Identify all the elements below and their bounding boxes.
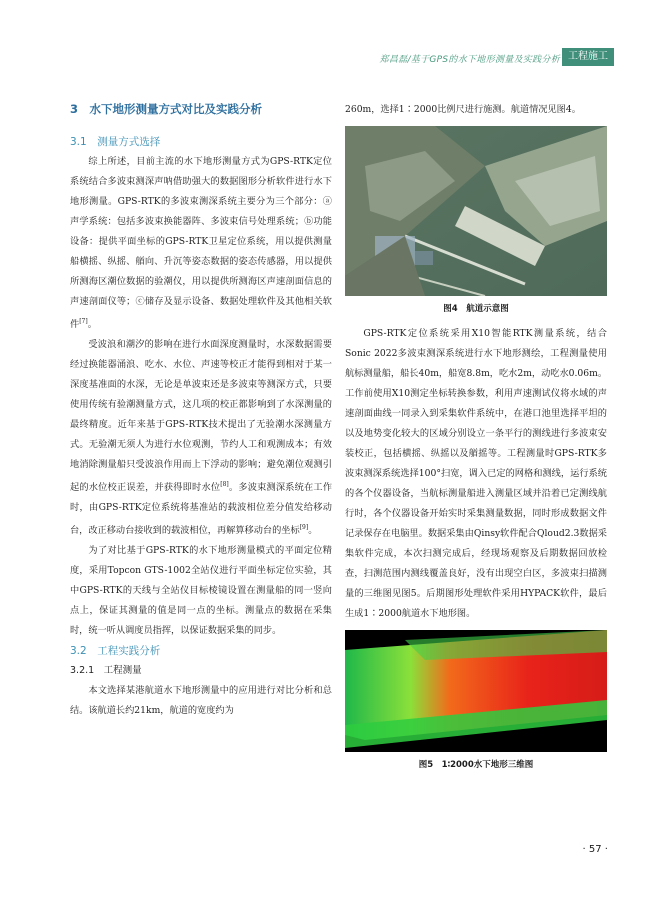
subsection-title-3-2-1: 3.2.1 工程测量 xyxy=(70,665,142,677)
paragraph: 受波浪和潮汐的影响在进行水面深度测量时，水深数据需要经过换能器涌浪、吃水、水位、声速等校正才能得到相对于某一深度基准面的水深，无论是单波束还是多波束等测深方式，只要使用传统有验潮测量方式，这几项的校正都影响到了水深测量的最终精度。近年来基于GPS-RTK技术提出了无验潮水深测量方式。无验潮无须人为进行水位观测，节约人工和观测成本；有效地消除测量船只受波浪作用而上下浮动的影响；避免潮位观测引起的水位校正误差，并获得即时水位[8]。多波束测深系统在工作时，由GPS-RTK定位系统将基准站的载波相位差分值发给移动台，改正移动台接收到的载波相位，再解算移动台的坐标[9]。 xyxy=(70,339,333,537)
section-title: 3 水下地形测量方式对比及实践分析 xyxy=(70,102,262,116)
citation: [8] xyxy=(220,481,229,489)
paragraph: 综上所述，目前主流的水下地形测量方式为GPS-RTK定位系统结合多波束测深声呐借助强大的数据图形分析软件进行水下地形测量。GPS-RTK的多波束测深系统主要分为三个部分：ⓐ声学系统：包括多波束换能器阵、多波束信号处理系统；ⓑ功能设备：提供平面坐标的GPS-RTK卫星定位系统，用以提供测量船横摇、纵摇、艏向、升沉等姿态数据的姿态传感器，用以提供所测海区潮位数据的验潮仪，用以提供所测海区声速剖面信息的声速剖面仪等；ⓒ储存及显示设备、数据处理软件及其他相关软件[7]。 xyxy=(70,156,332,331)
page-number: · 57 · xyxy=(582,844,608,855)
subsection-title-3-2: 3.2 工程实践分析 xyxy=(70,645,161,658)
paragraph: 为了对比基于GPS-RTK的水下地形测量模式的平面定位精度，采用Topcon GTS-1002全站仪进行平面坐标定位实验，其中GPS-RTK的天线与全站仪目标棱镜设置在测量船的同一竖向点上，保证其测量的值是同一点的坐标。测量点的数据在采集时，统一听从调度员指挥，以保证数据采集的同步。 xyxy=(70,545,332,637)
figure-4-channel-map xyxy=(345,126,607,296)
figure-4-caption: 图4 航道示意图 xyxy=(443,304,509,314)
paragraph: 本文选择某港航道水下地形测量中的应用进行对比分析和总结。该航道长约21km，航道的宽度约为 xyxy=(70,685,332,717)
figure-5-3d-terrain xyxy=(345,630,607,752)
subsection-title-3-1: 3.1 测量方式选择 xyxy=(70,136,161,148)
page-header xyxy=(0,38,670,82)
citation: [7] xyxy=(79,318,88,325)
running-title: 郑昌磊/基于GPS的水下地形测量及实践分析 xyxy=(379,55,560,65)
section-badge: 工程施工 xyxy=(562,48,614,66)
paragraph: 260m，选择1∶2000比例尺进行施测。航道情况见图4。 xyxy=(345,104,581,115)
citation: [9] xyxy=(299,524,309,532)
paragraph: GPS-RTK定位系统采用X10智能RTK测量系统，结合Sonic 2022多波束测深系统进行水下地形测绘，工程测量使用航标测量船，船长40m，船宽8.8m，吃水2m，动吃水0.06m。工作前使用X10测定坐标转换参数，利用声速测试仪将水域的声速剖面曲线一同录入到采集软件系统中，在港口池里选择平坦的以及地势变化较大的区域分别设立一条平行的测线进行多波束安装校正，包括横摇、纵摇以及艏摇等。工程测量时GPS-RTK多波束测深系统选择100°扫宽，调入已定的网格和测线，运行系统的各个仪器设备，当航标测量船进入测量区域并沿着已定测线航行时，各个仪器设备开始实时采集测量数据，同时形成数据文件记录保存在电脑里。数据采集由Qinsy软件配合Qloud2.3数据采集软件完成，本次扫测完成后，经现场观察及后期数据回放检查，扫测范围内测线覆盖良好，没有出现空白区，多波束扫描测量的三维图见图5。后期图形处理软件采用HYPACK软件，最后生成1∶2000航道水下地形图。 xyxy=(345,328,608,619)
figure-5-caption: 图5 1∶2000水下地形三维图 xyxy=(418,760,534,770)
right-column xyxy=(345,100,607,780)
left-column xyxy=(70,100,332,721)
